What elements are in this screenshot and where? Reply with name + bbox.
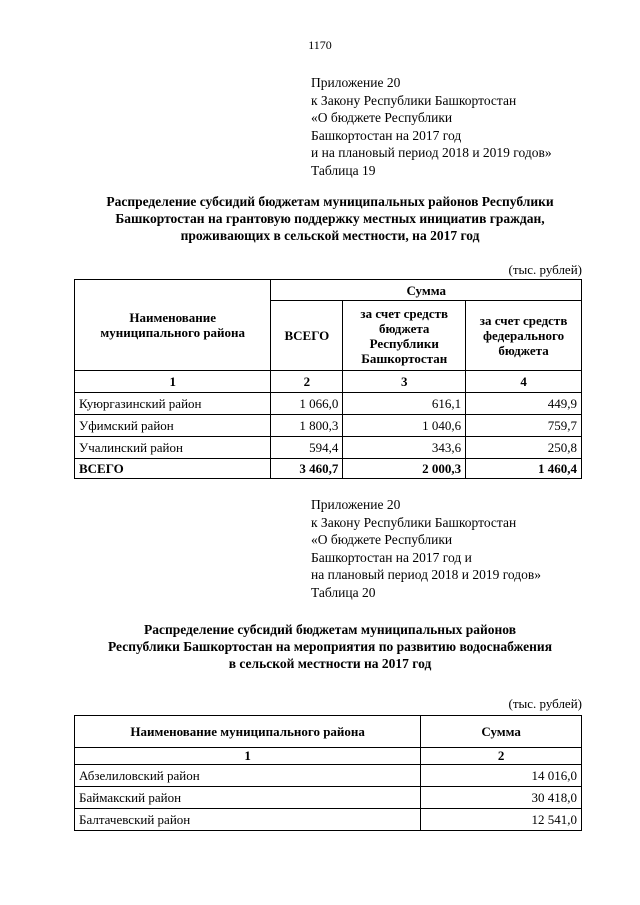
appendix-line: к Закону Республики Башкортостан (311, 514, 517, 530)
unit-label: (тыс. рублей) (508, 262, 582, 277)
district-name: Куюргазинский район (75, 393, 271, 415)
title-line: проживающих в сельской местности, на 2017 год (180, 228, 480, 243)
total-value: 594,4 (271, 437, 343, 459)
column-number: 4 (466, 371, 582, 393)
regional-value: 616,1 (343, 393, 466, 415)
title-line: Республики Башкортостан на мероприятия по развитию водоснабжения (107, 639, 552, 654)
table-label: Таблица 19 (311, 162, 376, 178)
table-label: Таблица 20 (311, 584, 376, 600)
total-value: 3 460,7 (271, 459, 343, 479)
title-line: Башкортостан на грантовую поддержку местных инициатив граждан, (115, 211, 545, 226)
column-number-row (75, 748, 582, 765)
district-name: Уфимский район (75, 415, 271, 437)
header-total: ВСЕГО (271, 301, 343, 371)
appendix-line: к Закону Республики Башкортостан (311, 92, 517, 108)
regional-value: 343,6 (343, 437, 466, 459)
table-20-title (60, 621, 600, 672)
district-name: Абзелиловский район (75, 765, 421, 787)
header-federal-budget: за счет средств федерального бюджета (466, 301, 582, 371)
header-sum: Сумма (271, 280, 582, 301)
district-name: Балтачевский район (75, 809, 421, 831)
column-number-row (75, 371, 582, 393)
column-number: 1 (75, 371, 271, 393)
appendix-line: «О бюджете Республики (311, 110, 453, 125)
header-regional-budget: за счет средств бюджета Республики Башкортостан (343, 301, 466, 371)
regional-value: 2 000,3 (343, 459, 466, 479)
total-value: 1 800,3 (271, 415, 343, 437)
regional-value: 1 040,6 (343, 415, 466, 437)
column-number: 3 (343, 371, 466, 393)
federal-value: 250,8 (466, 437, 582, 459)
district-name: Учалинский район (75, 437, 271, 459)
table-row (75, 393, 582, 415)
header-sum: Сумма (421, 716, 582, 748)
appendix-line: и на плановый период 2018 и 2019 годов» (311, 145, 552, 160)
table-row (75, 787, 582, 809)
title-line: в сельской местности на 2017 год (228, 656, 432, 671)
total-value: 1 066,0 (271, 393, 343, 415)
table-19 (74, 279, 582, 479)
table-row (75, 765, 582, 787)
table-row (75, 415, 582, 437)
appendix-header-table-19 (311, 74, 552, 179)
table-row (75, 809, 582, 831)
sum-value: 12 541,0 (421, 809, 582, 831)
table-20 (74, 715, 582, 831)
appendix-line: Башкортостан на 2017 год (311, 127, 462, 143)
appendix-line: на плановый период 2018 и 2019 годов» (311, 567, 542, 582)
column-number: 2 (271, 371, 343, 393)
appendix-line: Приложение 20 (311, 75, 401, 90)
sum-value: 14 016,0 (421, 765, 582, 787)
sum-value: 30 418,0 (421, 787, 582, 809)
table-19-title (60, 193, 600, 244)
header-district-name: Наименование муниципального района (75, 716, 421, 748)
total-label: ВСЕГО (75, 459, 271, 479)
federal-value: 759,7 (466, 415, 582, 437)
column-number: 2 (421, 748, 582, 765)
federal-value: 1 460,4 (466, 459, 582, 479)
federal-value: 449,9 (466, 393, 582, 415)
title-line: Распределение субсидий бюджетам муниципальных районов (143, 622, 517, 637)
district-name: Баймакский район (75, 787, 421, 809)
appendix-line: Приложение 20 (311, 497, 401, 512)
header-district-name: Наименование муниципального района (75, 280, 271, 371)
appendix-line: Башкортостан на 2017 год и (311, 549, 472, 565)
unit-label: (тыс. рублей) (508, 696, 582, 711)
appendix-header-table-20 (311, 496, 541, 601)
appendix-line: «О бюджете Республики (311, 532, 453, 547)
total-row (75, 459, 582, 479)
title-line: Распределение субсидий бюджетам муниципальных районов Республики (106, 194, 554, 209)
page-number: 1170 (308, 38, 332, 52)
column-number: 1 (75, 748, 421, 765)
table-row (75, 437, 582, 459)
